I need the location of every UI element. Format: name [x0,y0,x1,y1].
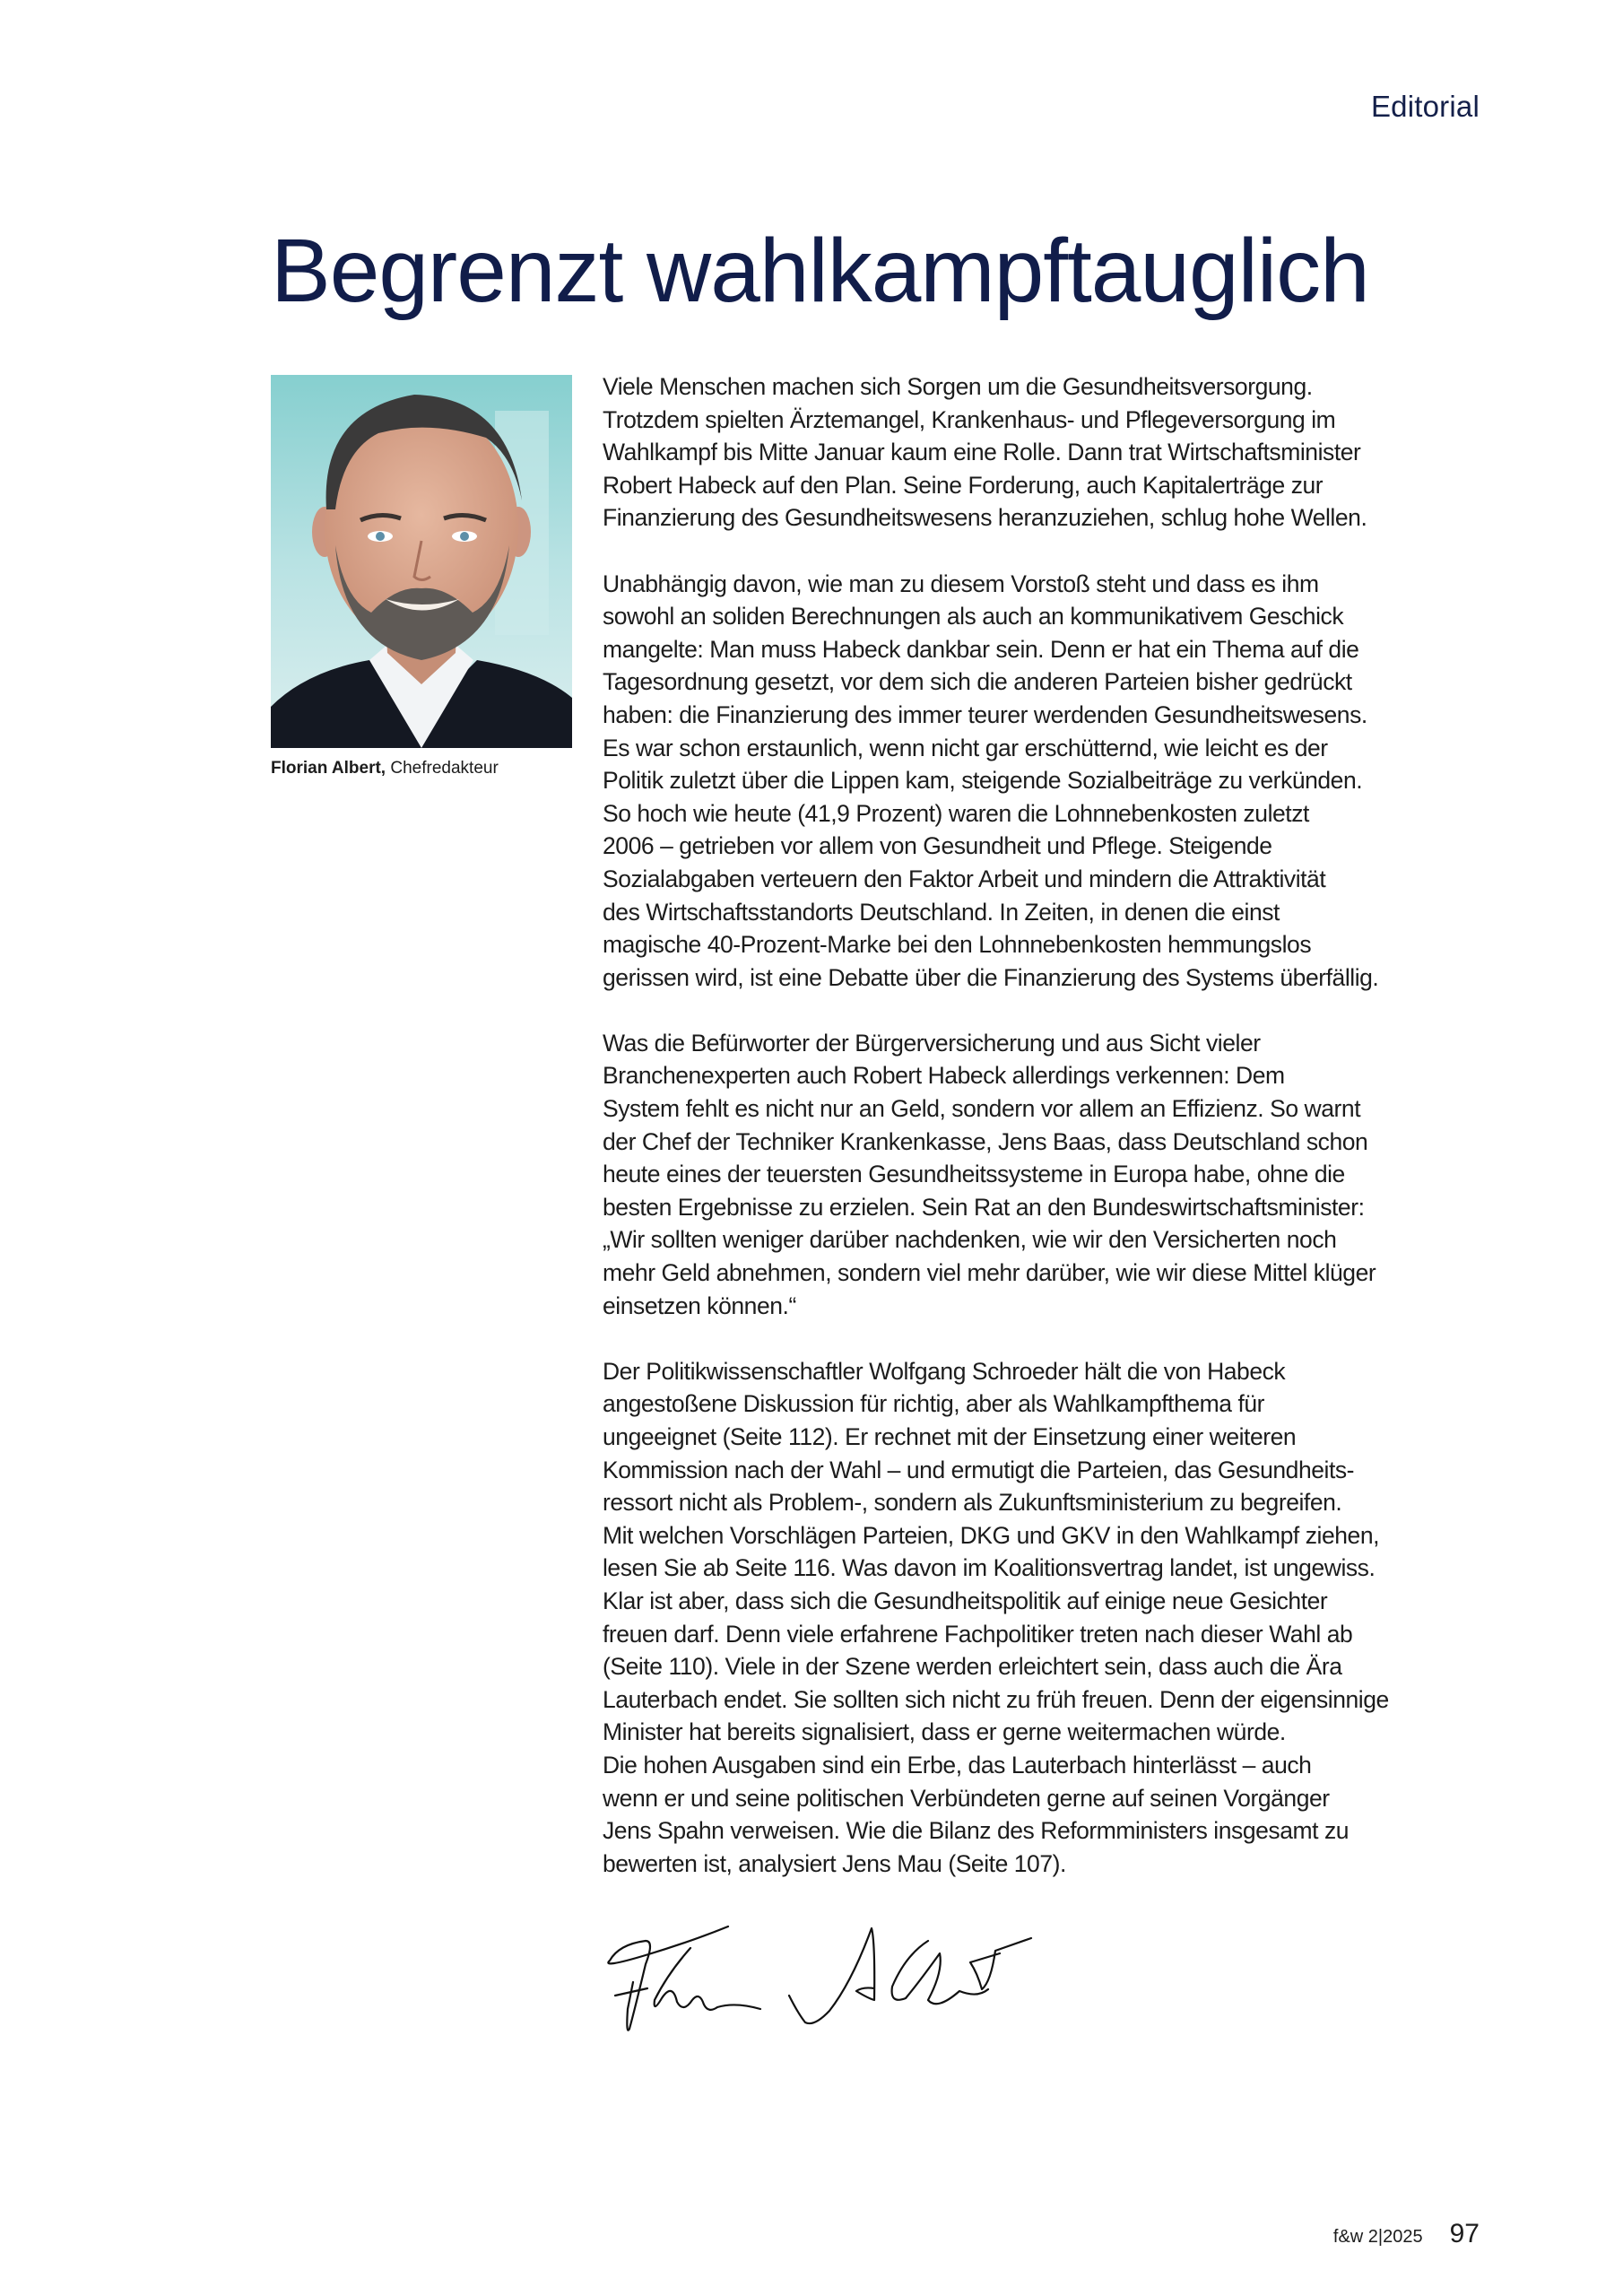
text-line: heute eines der teuersten Gesundheitssysteme in Europa habe, ohne die [603,1161,1345,1188]
text-line: besten Ergebnisse zu erzielen. Sein Rat an den Bundeswirtschaftsminister: [603,1193,1365,1221]
text-line: haben: die Finanzierung des immer teurer werdenden Gesundheitswesens. [603,700,1367,728]
author-caption [271,759,499,778]
text-line: (Seite 110). Viele in der Szene werden erleichtert sein, dass auch die Ära [603,1653,1342,1681]
text-line: mehr Geld abnehmen, sondern viel mehr darüber, wie wir diese Mittel klüger [603,1259,1376,1287]
page-footer [1333,2219,1480,2249]
text-line: freuen darf. Denn viele erfahrene Fachpolitiker treten nach dieser Wahl ab [603,1620,1353,1648]
text-line: lesen Sie ab Seite 116. Was davon im Koalitionsvertrag landet, ist ungewiss. [603,1554,1376,1582]
article-body [603,370,1499,1913]
text-line: Finanzierung des Gesundheitswesens heranzuziehen, schlug hohe Wellen. [603,504,1367,532]
text-line: 2006 – getrieben vor allem von Gesundheit und Pflege. Steigende [603,832,1272,860]
article-title: Begrenzt wahlkampftauglich [271,221,1369,321]
text-line: „Wir sollten weniger darüber nachdenken, wie wir den Versicherten noch [603,1226,1337,1254]
text-line: Die hohen Ausgaben sind ein Erbe, das Lauterbach hinterlässt – auch [603,1751,1312,1779]
text-line: Klar ist aber, dass sich die Gesundheitspolitik auf einige neue Gesichter [603,1587,1328,1614]
text-line: Jens Spahn verweisen. Wie die Bilanz des Reformministers insgesamt zu [603,1817,1350,1845]
signature [583,1901,1049,2054]
text-line: magische 40-Prozent-Marke bei den Lohnnebenkosten hemmungslos [603,931,1312,959]
text-line: Was die Befürworter der Bürgerversicherung und aus Sicht vieler [603,1029,1261,1057]
text-line: Mit welchen Vorschlägen Parteien, DKG und GKV in den Wahlkampf ziehen, [603,1521,1380,1549]
text-line: Kommission nach der Wahl – und ermutigt die Parteien, das Gesundheits- [603,1456,1355,1483]
text-line: der Chef der Techniker Krankenkasse, Jens Baas, dass Deutschland schon [603,1127,1368,1155]
text-line: Trotzdem spielten Ärztemangel, Krankenhaus- und Pflegeversorgung im [603,405,1336,433]
article-paragraph [603,568,1499,995]
issue-label: f&w 2|2025 [1332,2227,1423,2247]
author-portrait-illustration [271,375,572,748]
text-line: Unabhängig davon, wie man zu diesem Vorstoß steht und dass es ihm [603,570,1319,597]
text-line: sowohl an soliden Berechnungen als auch an kommunikativem Geschick [603,603,1344,631]
text-line: Sozialabgaben verteuern den Faktor Arbeit und mindern die Attraktivität [603,865,1326,892]
text-line: Tagesordnung gesetzt, vor dem sich die anderen Parteien bisher gedrückt [603,668,1352,696]
text-line: Robert Habeck auf den Plan. Seine Forderung, auch Kapitalerträge zur [603,471,1324,499]
text-line: System fehlt es nicht nur an Geld, sondern vor allem an Effizienz. So warnt [603,1095,1361,1123]
article-paragraph [603,1027,1499,1322]
text-line: Politik zuletzt über die Lippen kam, steigende Sozialbeiträge zu verkünden. [603,767,1363,795]
text-line: Es war schon erstaunlich, wenn nicht gar erschütternd, wie leicht es der [603,734,1328,761]
article-paragraph [603,1355,1499,1881]
text-line: Wahlkampf bis Mitte Januar kaum eine Rolle. Dann trat Wirtschaftsminister [603,439,1361,466]
text-line: bewerten ist, analysiert Jens Mau (Seite 107). [603,1849,1066,1877]
text-line: Der Politikwissenschaftler Wolfgang Schroeder hält die von Habeck [603,1357,1286,1385]
text-line: ungeeignet (Seite 112). Er rechnet mit der Einsetzung einer weiteren [603,1423,1297,1450]
text-line: mangelte: Man muss Habeck dankbar sein. Denn er hat ein Thema auf die [603,635,1359,663]
author-role: Chefredakteur [390,759,499,778]
text-line: wenn er und seine politischen Verbündeten gerne auf seinen Vorgänger [603,1784,1330,1812]
text-line: Minister hat bereits signalisiert, dass er gerne weitermachen würde. [603,1718,1286,1746]
text-line: einsetzen können.“ [603,1292,796,1319]
text-line: des Wirtschaftsstandorts Deutschland. In Zeiten, in denen die einst [603,898,1280,926]
page-number: 97 [1449,2219,1480,2248]
author-photo [271,375,572,748]
section-label: Editorial [1370,90,1480,123]
article-paragraph [603,370,1499,535]
text-line: Viele Menschen machen sich Sorgen um die Gesundheitsversorgung. [603,373,1313,400]
text-line: gerissen wird, ist eine Debatte über die Finanzierung des Systems überfällig. [603,963,1379,991]
text-line: angestoßene Diskussion für richtig, aber als Wahlkampfthema für [603,1390,1265,1418]
text-line: So hoch wie heute (41,9 Prozent) waren die Lohnnebenkosten zuletzt [603,799,1309,827]
text-line: ressort nicht als Problem-, sondern als Zukunftsministerium zu begreifen. [603,1489,1342,1517]
text-line: Branchenexperten auch Robert Habeck allerdings verkennen: Dem [603,1062,1285,1090]
author-name: Florian Albert, [271,759,386,778]
text-line: Lauterbach endet. Sie sollten sich nicht zu früh freuen. Denn der eigensinnige [603,1685,1389,1713]
